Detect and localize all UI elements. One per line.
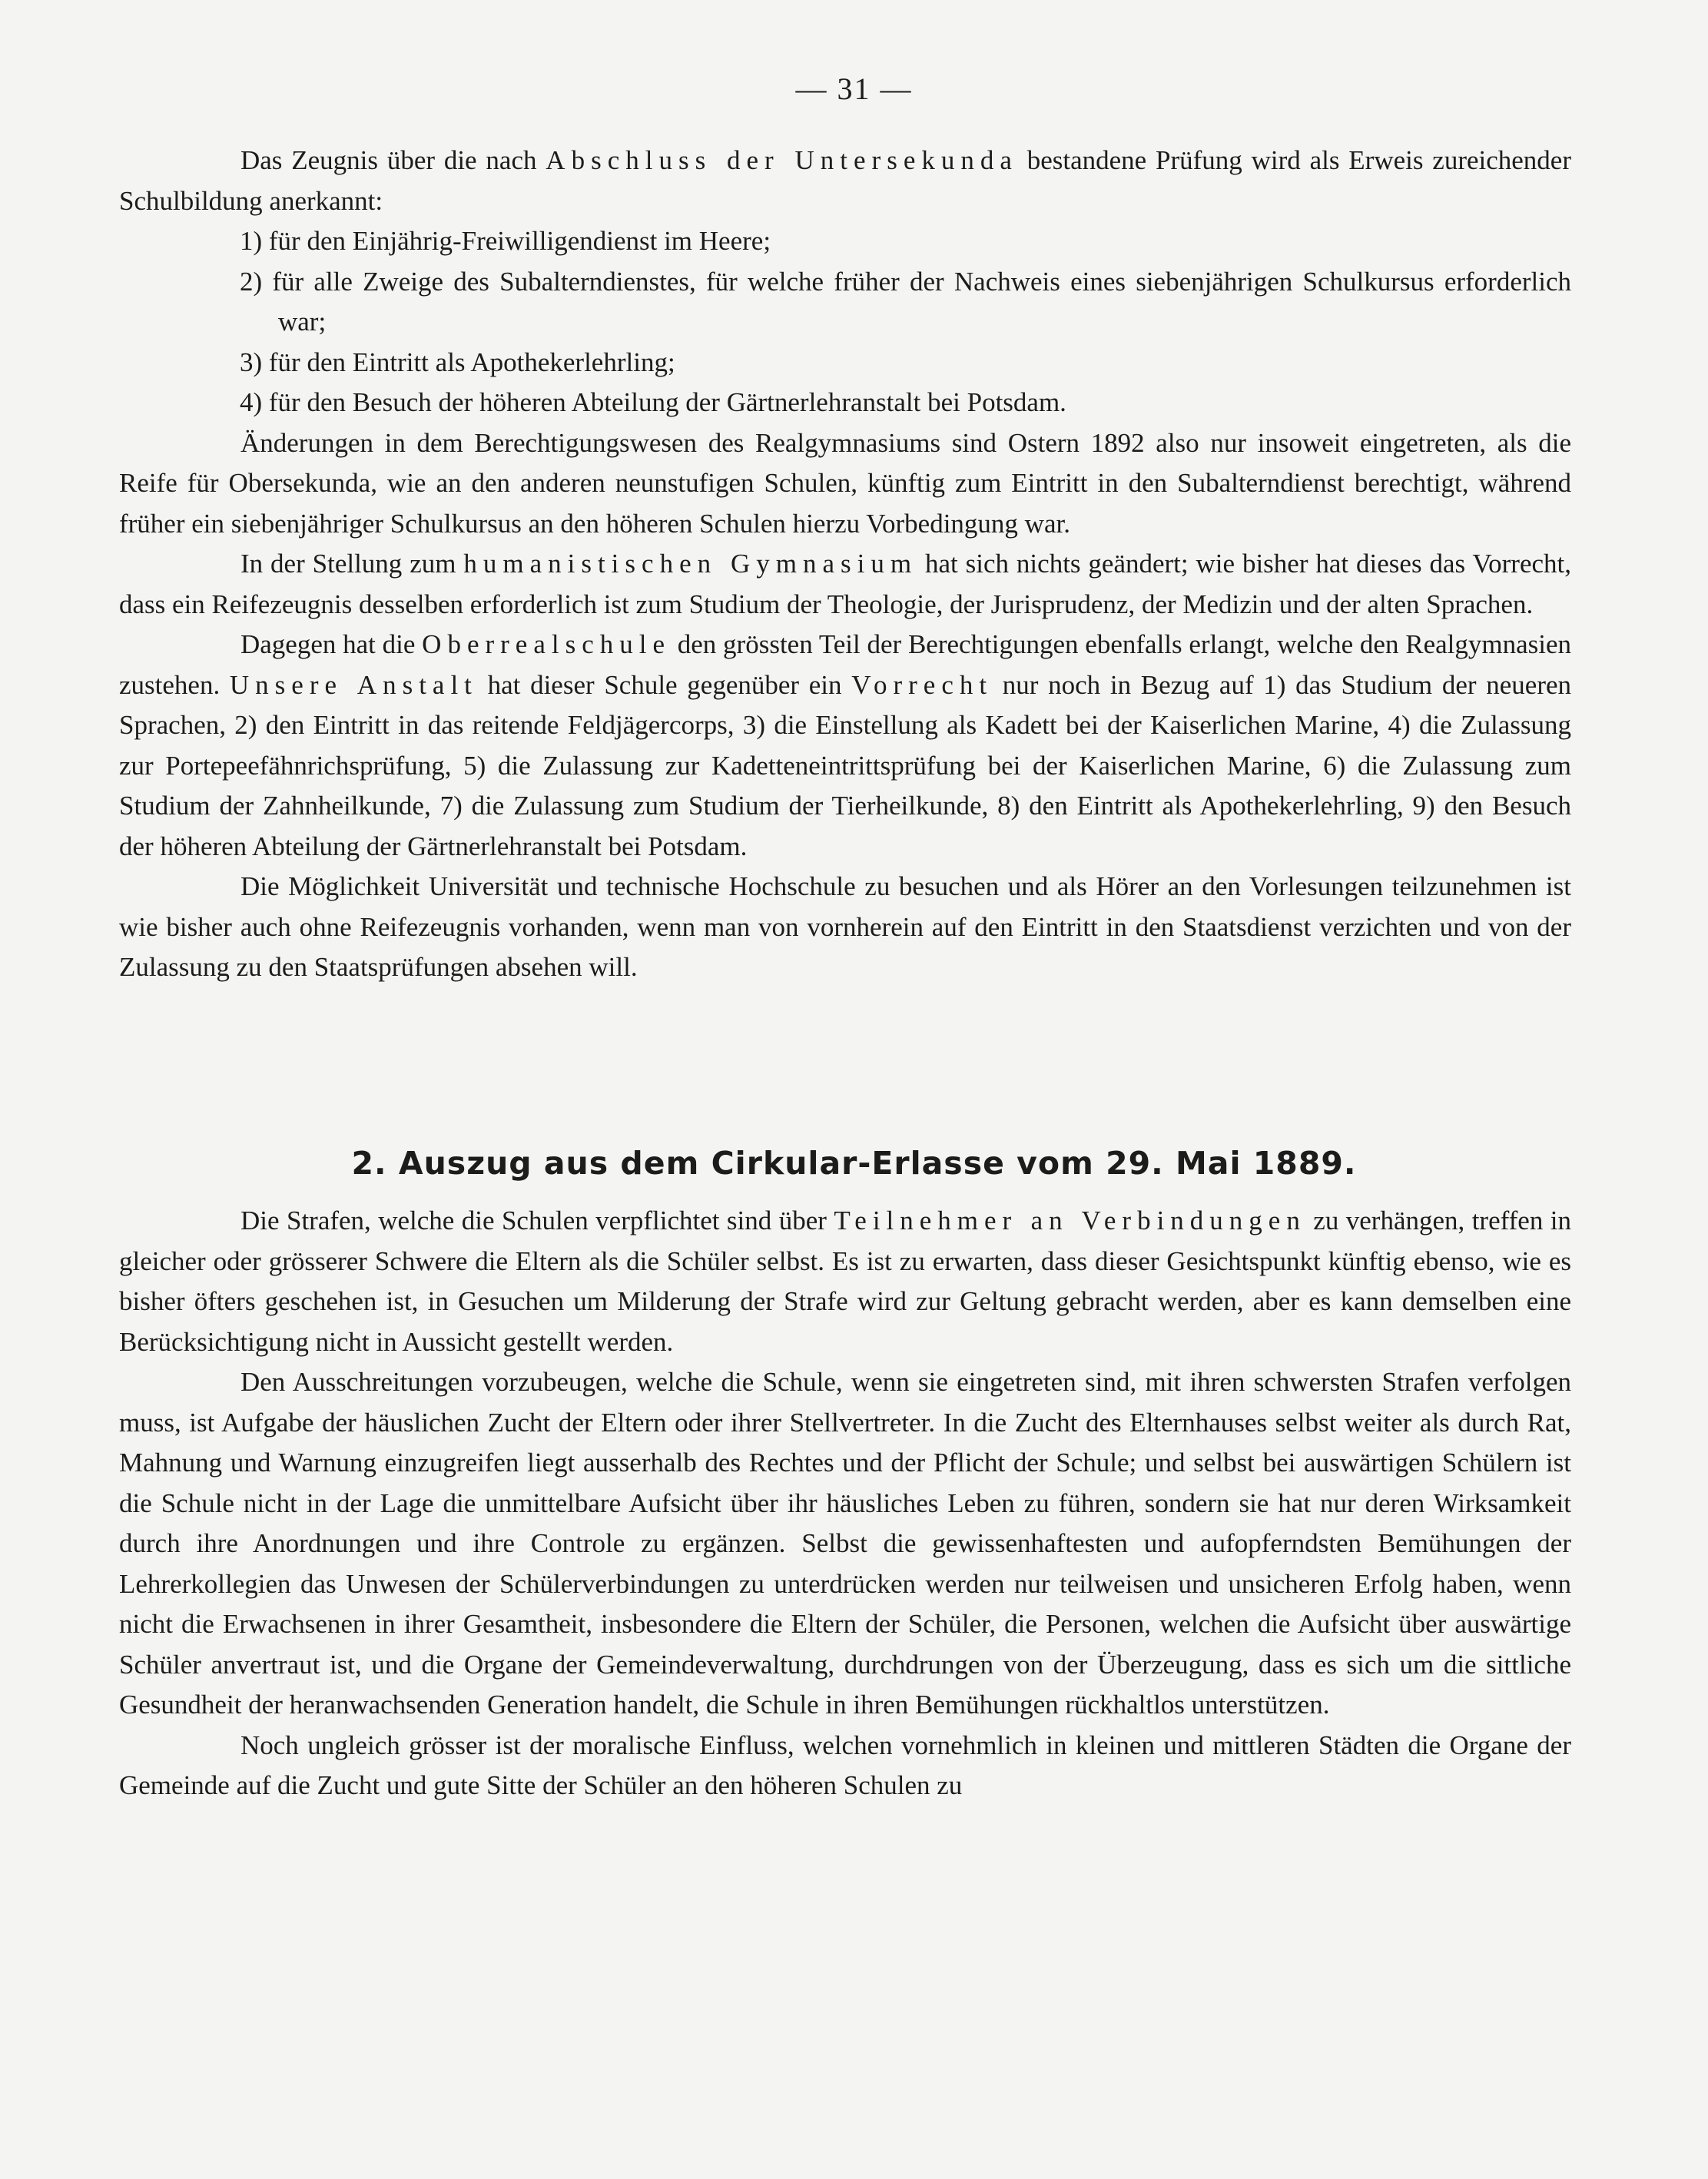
page-number: — 31 — xyxy=(795,71,913,106)
list-item: 1) für den Einjährig-Freiwilligendienst im Heere; xyxy=(240,226,771,256)
spaced-text: Abschluss der Untersekunda xyxy=(546,145,1018,175)
spaced-text: Teilnehmer an Verbindungen xyxy=(834,1206,1306,1235)
spaced-text: Unsere Anstalt xyxy=(229,669,478,700)
spaced-text: humanistischen Gymnasium xyxy=(463,549,918,579)
paragraph-intro: Das Zeugnis über die nach Abschluss der Untersekunda bestandene Prüfung wird als Erweis zureichender Schulbildung anerkannt: xyxy=(119,145,1571,216)
paragraph-universitaet: Die Möglichkeit Universität und technische Hochschule zu besuchen und als Hörer an den Vorlesungen teilzunehmen ist wie bisher auch ohne Reifezeugnis vorhanden, wenn man von vornherein auf den Eintritt in den Staatsdienst verzichten und von der Zulassung zu den Staatsprüfungen absehen will. xyxy=(119,871,1571,982)
paragraph-changes: Änderungen in dem Berechtigungswesen des Realgymnasiums sind Ostern 1892 also nur insoweit eingetreten, als die Reife für Obersekunda, wie an den anderen neunstufigen Schulen, künftig zum Eintritt in den Subalterndienst berechtigt, während früher ein siebenjähriger Schulkursus an den höheren Schulen hierzu Vorbedingung war. xyxy=(119,427,1571,539)
section-two xyxy=(119,1201,1571,1806)
list-item: 4) für den Besuch der höheren Abteilung der Gärtnerlehranstalt bei Potsdam. xyxy=(240,387,1066,417)
list-item: 2) für alle Zweige des Subalterndienstes, für welche früher der Nachweis eines siebenjährigen Schulkursus erforderlich war; xyxy=(240,266,1571,337)
spaced-text: Oberrealschule xyxy=(422,629,672,659)
section-one xyxy=(119,141,1571,988)
paragraph-oberrealschule: Dagegen hat die Oberrealschule den grössten Teil der Berechtigungen ebenfalls erlangt, welche den Realgymnasien zustehen. Unsere Anstalt hat dieser Schule gegenüber ein Vorrecht nur noch in Bezug auf 1) das Studium der neueren Sprachen, 2) den Eintritt in das reitende Feldjägercorps, 3) die Einstellung als Kadett bei der Kaiserlichen Marine, 4) die Zulassung zur Portepeefähnrichsprüfung, 5) die Zulassung zur Kadetteneintrittsprüfung bei der Kaiserlichen Marine, 6) die Zulassung zum Studium der Zahnheilkunde, 7) die Zulassung zum Studium der Tierheilkunde, 8) den Eintritt als Apothekerlehrling, 9) den Besuch der höheren Abteilung der Gärtnerlehranstalt bei Potsdam. xyxy=(119,629,1572,861)
list-item: 3) für den Eintritt als Apothekerlehrling; xyxy=(240,347,675,377)
spaced-text: Vorrecht xyxy=(851,669,993,700)
paragraph-einfluss: Noch ungleich grösser ist der moralische Einfluss, welchen vornehmlich in kleinen und mittleren Städten die Organe der Gemeinde auf die Zucht und gute Sitte der Schüler an den höheren Schulen zu xyxy=(119,1730,1571,1800)
paragraph-strafen: Die Strafen, welche die Schulen verpflichtet sind über Teilnehmer an Verbindungen zu verhängen, treffen in gleicher oder grösserer Schwere die Eltern als die Schüler selbst. Es ist zu erwarten, dass dieser Gesichtspunkt künftig ebenso, wie es bisher öfters geschehen ist, in Gesuchen um Milderung der Strafe wird zur Geltung gebracht werden, aber es kann demselben eine Berücksichtigung nicht in Aussicht gestellt werden. xyxy=(119,1206,1571,1357)
paragraph-gymnasium: In der Stellung zum humanistischen Gymnasium hat sich nichts geändert; wie bisher hat dieses das Vorrecht, dass ein Reifezeugnis desselben erforderlich ist zum Studium der Theologie, der Jurisprudenz, der Medizin und der alten Sprachen. xyxy=(119,549,1572,619)
section-heading: 2. Auszug aus dem Cirkular-Erlasse vom 29. Mai 1889. xyxy=(351,1145,1357,1182)
paragraph-ausschreitungen: Den Ausschreitungen vorzubeugen, welche die Schule, wenn sie eingetreten sind, mit ihren schwersten Strafen verfolgen muss, ist Aufgabe der häuslichen Zucht der Eltern oder ihrer Stellvertreter. In die Zucht des Elternhauses selbst weiter als durch Rat, Mahnung und Warnung einzugreifen liegt ausserhalb des Rechtes und der Pflicht der Schule; und selbst bei auswärtigen Schülern ist die Schule nicht in der Lage die unmittelbare Aufsicht über ihr häusliches Leben zu führen, sondern sie hat nur deren Wirksamkeit durch ihre Anordnungen und ihre Controle zu ergänzen. Selbst die gewissenhaftesten und aufopferndsten Bemühungen der Lehrerkollegien das Unwesen der Schülerverbindungen zu unterdrücken werden nur teilweisen und unsicheren Erfolg haben, wenn nicht die Erwachsenen in ihrer Gesamtheit, insbesondere die Eltern der Schüler, die Personen, welchen die Aufsicht über auswärtige Schüler anvertraut ist, und die Organe der Gemeindeverwaltung, durchdrungen von der Überzeugung, dass es sich um die sittliche Gesundheit der heranwachsenden Generation handelt, die Schule in ihren Bemühungen rückhaltlos unterstützen. xyxy=(119,1367,1571,1720)
